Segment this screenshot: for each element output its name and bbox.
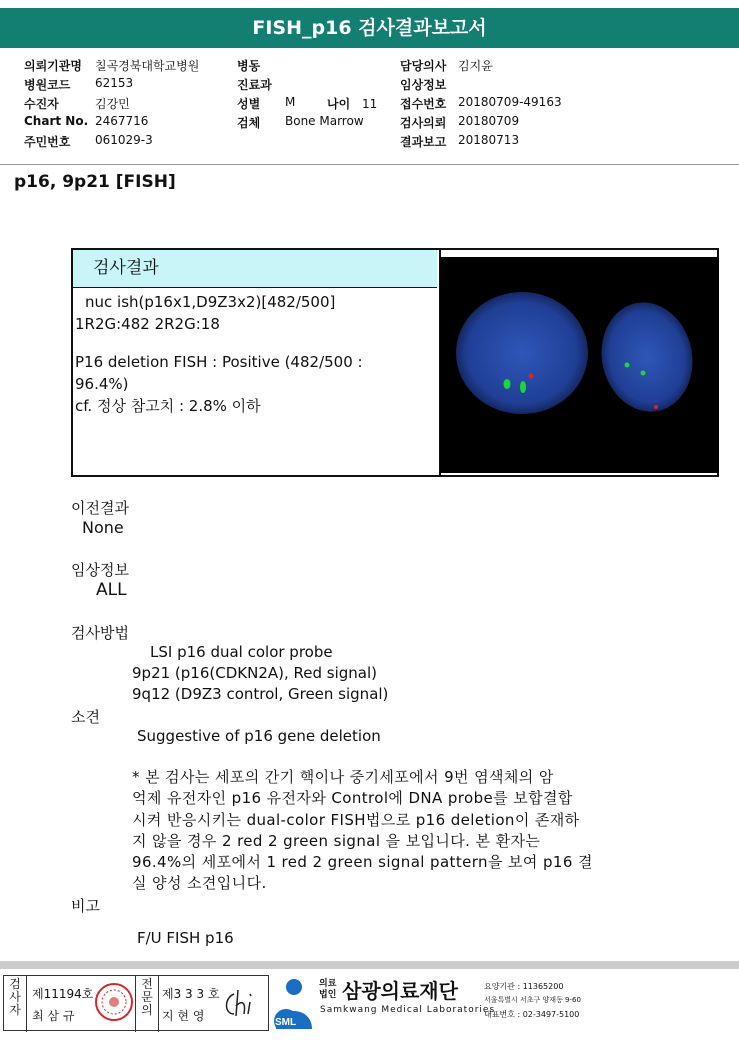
clinical-label: 임상정보 bbox=[71, 561, 129, 579]
opinion-summary: Suggestive of p16 gene deletion bbox=[137, 727, 381, 745]
ward-value bbox=[285, 57, 364, 76]
receipt-no-value: 20180709-49163 bbox=[458, 95, 562, 109]
result-box bbox=[71, 248, 719, 477]
org-prefix-line: 의료 bbox=[319, 979, 337, 989]
header-col3-values bbox=[458, 57, 562, 152]
department-label: 진료과 bbox=[237, 78, 272, 92]
result-text-panel bbox=[73, 250, 441, 475]
opinion-label: 소견 bbox=[71, 708, 100, 726]
result-line-5: cf. 정상 참고치 : 2.8% 이하 bbox=[75, 397, 261, 415]
doctor-label: 담당의사 bbox=[400, 59, 447, 73]
request-date-label: 검사의뢰 bbox=[400, 116, 447, 130]
header-col1-values bbox=[95, 57, 199, 152]
examiner-label-char: 검 bbox=[9, 977, 21, 991]
institution-code: 요양기관 : 11365200 bbox=[484, 982, 564, 991]
method-line-3: 9q12 (D9Z3 control, Green signal) bbox=[132, 685, 389, 703]
sex-label: 성별 bbox=[237, 97, 261, 111]
opinion-line: 시켜 반응시키는 dual-color FISH법으로 p16 deletion이 존재하 bbox=[132, 810, 580, 829]
specialist-id: 제3 3 3 호 bbox=[162, 987, 220, 1001]
logo-text: SML bbox=[275, 1017, 297, 1028]
opinion-line: 96.4%의 세포에서 1 red 2 green signal pattern을 보여 p16 결 bbox=[132, 853, 593, 872]
red-signal bbox=[654, 405, 658, 409]
hospital-code-label: 병원코드 bbox=[24, 78, 71, 92]
opinion-line: 지 않을 경우 2 red 2 green signal 을 보입니다. 본 환자는 bbox=[132, 831, 541, 850]
specialist-name: 지 현 영 bbox=[162, 1009, 205, 1023]
result-line-3: P16 deletion FISH : Positive (482/500 : bbox=[75, 353, 363, 371]
patient-label: 수진자 bbox=[24, 97, 59, 111]
result-line-2: 1R2G:482 2R2G:18 bbox=[75, 315, 220, 333]
hospital-label: 의뢰기관명 bbox=[24, 59, 82, 73]
opinion-detail bbox=[132, 767, 612, 895]
specialist-label-char: 문 bbox=[141, 990, 153, 1004]
examiner-seal bbox=[94, 982, 134, 1022]
specialist-signature bbox=[220, 984, 264, 1022]
nucleus-right bbox=[592, 294, 703, 420]
hospital-value: 칠곡경북대학교병원 bbox=[95, 59, 200, 73]
green-signal bbox=[625, 363, 630, 368]
age-field bbox=[327, 95, 377, 112]
remark-label: 비고 bbox=[71, 897, 100, 915]
footer bbox=[0, 965, 739, 1040]
opinion-line: 실 양성 소견입니다. bbox=[132, 874, 267, 893]
nucleus-left bbox=[456, 292, 588, 414]
method-label: 검사방법 bbox=[71, 624, 129, 642]
opinion-line: 억제 유전자인 p16 유전자와 Control에 DNA probe를 보합결합 bbox=[132, 789, 573, 808]
sex-value: M bbox=[285, 95, 296, 109]
org-name: 삼광의료재단 bbox=[342, 979, 458, 1003]
ward-label: 병동 bbox=[237, 59, 261, 73]
specialist-label-char: 전 bbox=[141, 977, 153, 991]
chart-no-value: 2467716 bbox=[95, 114, 149, 128]
specimen-value: Bone Marrow bbox=[285, 114, 364, 128]
clinical-value: ALL bbox=[96, 580, 127, 600]
signature-box bbox=[3, 975, 269, 1031]
opinion-line: * 본 검사는 세포의 간기 핵이나 중기세포에서 9번 염색체의 암 bbox=[132, 768, 554, 786]
specimen-label: 검체 bbox=[237, 116, 261, 130]
header-col3 bbox=[400, 57, 446, 152]
specialist-label-char: 의 bbox=[141, 1003, 153, 1017]
green-signal bbox=[520, 381, 526, 393]
department-value bbox=[285, 76, 364, 95]
fish-micrograph bbox=[440, 257, 719, 473]
red-signal bbox=[529, 374, 534, 379]
examiner-name: 최 삼 규 bbox=[32, 1009, 75, 1023]
receipt-no-label: 접수번호 bbox=[400, 97, 447, 111]
org-prefix-line: 법인 bbox=[319, 990, 337, 1000]
address: 서울특별시 서초구 양재동 9-60 bbox=[484, 996, 581, 1004]
header-col1 bbox=[24, 57, 88, 152]
examiner-label-char: 자 bbox=[9, 1003, 21, 1017]
doctor-value: 김지윤 bbox=[458, 59, 493, 73]
method-line-2: 9p21 (p16(CDKN2A), Red signal) bbox=[132, 664, 377, 682]
patient-value: 김강민 bbox=[95, 97, 130, 111]
org-english: Samkwang Medical Laboratories bbox=[320, 1005, 496, 1015]
previous-label: 이전결과 bbox=[71, 499, 129, 517]
examiner-id: 제11194호 bbox=[32, 987, 94, 1001]
green-signal bbox=[641, 371, 646, 376]
hospital-code-value: 62153 bbox=[95, 76, 134, 90]
result-line-1: nuc ish(p16x1,D9Z3x2)[482/500] bbox=[85, 293, 336, 311]
examiner-label-char: 사 bbox=[9, 990, 21, 1004]
age-label: 나이 bbox=[327, 97, 351, 111]
report-date-value: 20180713 bbox=[458, 133, 520, 147]
header-divider bbox=[0, 164, 739, 165]
clinical-info-value bbox=[458, 76, 562, 95]
age-value: 11 bbox=[362, 97, 378, 111]
resident-no-value: 061029-3 bbox=[95, 133, 153, 147]
header-col2 bbox=[237, 57, 272, 133]
remark-value: F/U FISH p16 bbox=[137, 929, 234, 947]
resident-no-label: 주민번호 bbox=[24, 135, 71, 149]
request-date-value: 20180709 bbox=[458, 114, 520, 128]
report-date-label: 결과보고 bbox=[400, 135, 447, 149]
chart-no-label: Chart No. bbox=[24, 114, 89, 128]
sml-logo bbox=[270, 975, 318, 1029]
green-signal bbox=[504, 379, 511, 389]
previous-value: None bbox=[82, 518, 124, 537]
section-title: p16, 9p21 [FISH] bbox=[14, 172, 176, 192]
result-heading: 검사결과 bbox=[73, 250, 437, 288]
clinical-info-label: 임상정보 bbox=[400, 78, 447, 92]
specialist-vertical-label bbox=[135, 976, 159, 1032]
report-title: FISH_p16 검사결과보고서 bbox=[0, 8, 739, 48]
result-line-4: 96.4%) bbox=[75, 375, 129, 393]
org-prefix bbox=[319, 979, 336, 1001]
method-line-1: LSI p16 dual color probe bbox=[150, 643, 333, 661]
examiner-vertical-label bbox=[4, 976, 27, 1032]
fish-micrograph-image bbox=[440, 257, 719, 473]
phone: 대표번호 : 02-3497-5100 bbox=[484, 1010, 580, 1019]
